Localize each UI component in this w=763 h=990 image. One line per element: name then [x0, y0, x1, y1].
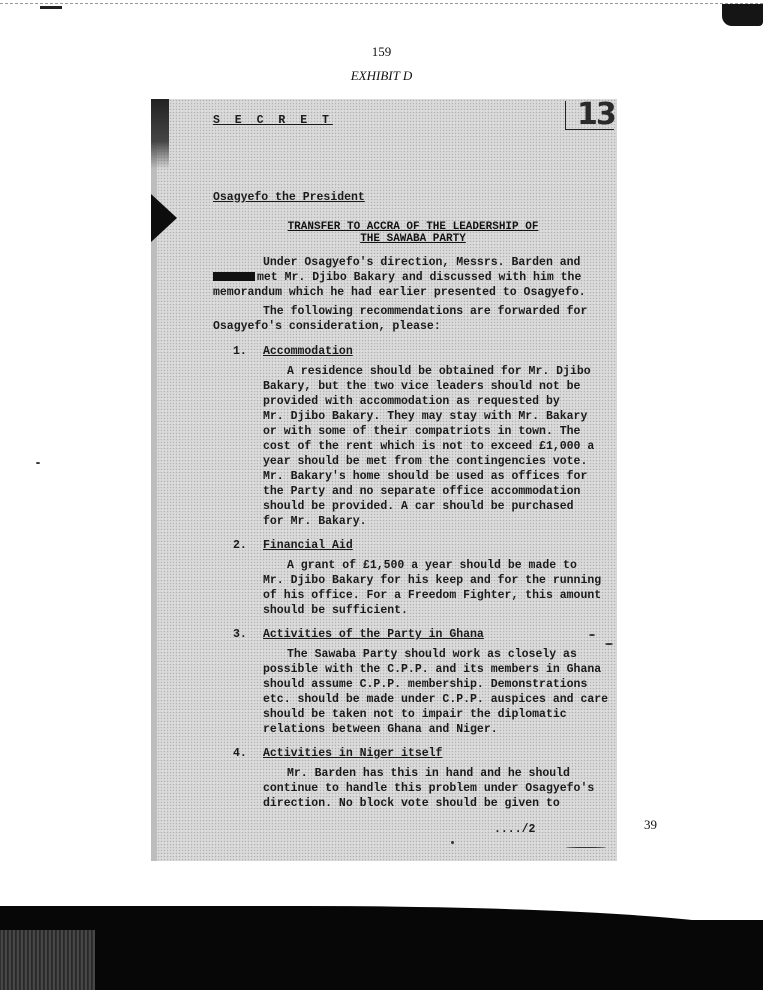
body-line: of his office. For a Freedom Fighter, this amount: [263, 589, 602, 602]
body-line: continue to handle this problem under Osagyefo's: [263, 782, 595, 795]
body-line: Mr. Barden has this in hand and he should: [287, 767, 570, 780]
body-line: direction. No block vote should be given to: [263, 797, 560, 810]
section-title: Accommodation: [263, 345, 353, 358]
section-title: Activities in Niger itself: [263, 747, 443, 760]
heading-line-2: THE SAWABA PARTY: [360, 233, 466, 245]
scan-speck: [605, 643, 613, 645]
section-title: Financial Aid: [263, 539, 353, 552]
body-line: should be sufficient.: [263, 604, 408, 617]
scan-edge-texture: [0, 930, 95, 990]
scan-speck: [566, 847, 606, 848]
scan-speck: [36, 462, 40, 464]
top-dashed-border: [0, 3, 763, 4]
body-line: Mr. Djibo Bakary for his keep and for the running: [263, 574, 602, 587]
body-line: etc. should be made under C.P.P. auspices and care: [263, 693, 609, 706]
body-line: for Mr. Bakary.: [263, 515, 367, 528]
exhibit-label: EXHIBIT D: [350, 68, 413, 83]
body-line: provided with accommodation as requested by: [263, 395, 560, 408]
body-line: The Sawaba Party should work as closely as: [287, 648, 577, 661]
body-line: or with some of their compatriots in town. The: [263, 425, 581, 438]
section-number: 4.: [233, 747, 247, 760]
section-title: Activities of the Party in Ghana: [263, 628, 484, 641]
recommend-line: Osagyefo's consideration, please:: [213, 320, 441, 333]
scan-speck: [451, 841, 454, 844]
corner-mark: [40, 6, 62, 9]
section-number: 2.: [233, 539, 247, 552]
section-number: 3.: [233, 628, 247, 641]
scan-shadow-top-right: [722, 4, 763, 26]
salutation: Osagyefo the President: [213, 191, 365, 204]
body-line: should assume C.P.P. membership. Demonstrations: [263, 678, 588, 691]
side-page-number: 39: [644, 817, 657, 832]
classification-label: S E C R E T: [213, 114, 333, 127]
body-line: Bakary, but the two vice leaders should not be: [263, 380, 581, 393]
scan-shadow-left: [151, 99, 169, 169]
body-line: the Party and no separate office accommodation: [263, 485, 581, 498]
body-line: Mr. Bakary's home should be used as offices for: [263, 470, 588, 483]
scan-speck: [589, 634, 595, 636]
stamp-number: 13: [577, 99, 615, 132]
recommend-line: The following recommendations are forwarded for: [263, 305, 588, 318]
body-line: cost of the rent which is not to exceed £1,000 a: [263, 440, 595, 453]
intro-line: Under Osagyefo's direction, Messrs. Barden and: [263, 256, 581, 269]
scanned-document: [151, 99, 617, 861]
redaction-mark: [213, 272, 255, 281]
body-line: should be provided. A car should be purchased: [263, 500, 574, 513]
intro-line: memorandum which he had earlier presented to Osagyefo.: [213, 286, 586, 299]
page-number: 159: [371, 44, 392, 59]
continuation-marker: ..../2: [494, 823, 536, 836]
section-number: 1.: [233, 345, 247, 358]
intro-line: met Mr. Djibo Bakary and discussed with him the: [213, 270, 581, 285]
body-line: Mr. Djibo Bakary. They may stay with Mr. Bakary: [263, 410, 588, 423]
punch-mark: [151, 194, 177, 242]
body-line: A grant of £1,500 a year should be made to: [287, 559, 577, 572]
body-line: year should be met from the contingencies vote.: [263, 455, 588, 468]
heading-line-1: TRANSFER TO ACCRA OF THE LEADERSHIP OF: [287, 221, 539, 233]
body-line: A residence should be obtained for Mr. Djibo: [287, 365, 591, 378]
body-line: should be taken not to impair the diplomatic: [263, 708, 567, 721]
body-line: possible with the C.P.P. and its members in Ghana: [263, 663, 602, 676]
scan-shadow-bottom: [0, 920, 763, 990]
body-line: relations between Ghana and Niger.: [263, 723, 498, 736]
